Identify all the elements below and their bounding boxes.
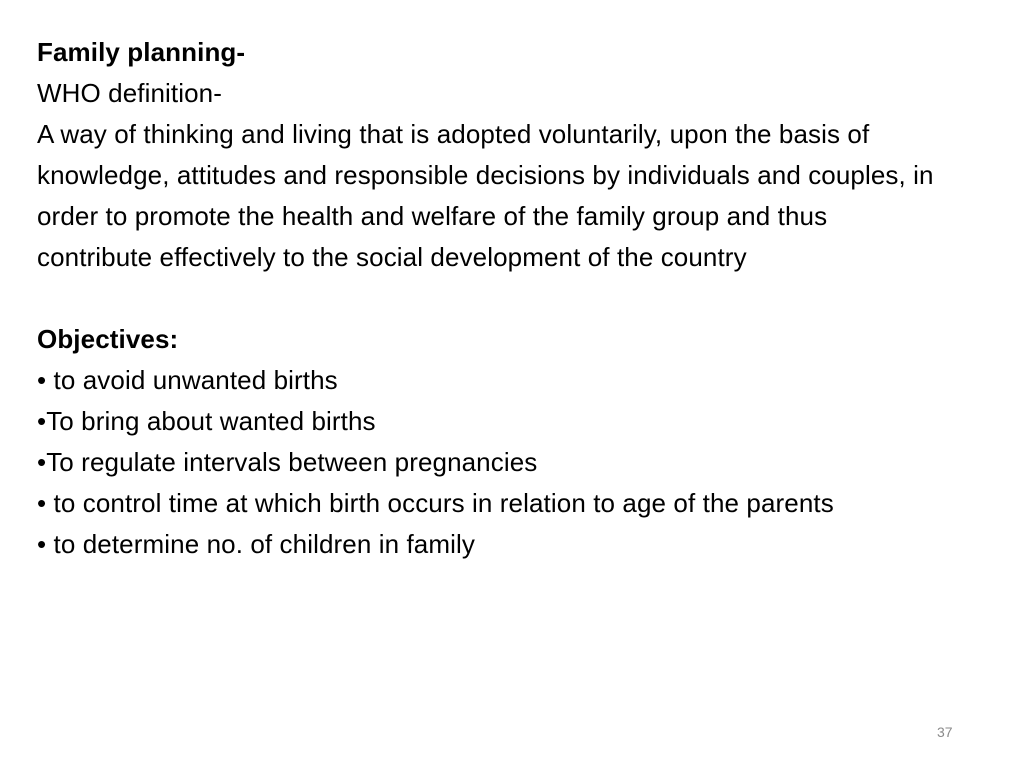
objective-item: •To bring about wanted births xyxy=(37,406,376,436)
objective-item: • to control time at which birth occurs in relation to age of the parents xyxy=(37,488,834,518)
spacer xyxy=(37,278,937,319)
objective-item: • to determine no. of children in family xyxy=(37,529,475,559)
objectives-list xyxy=(37,360,937,565)
definition-text: A way of thinking and living that is adopted voluntarily, upon the basis of knowledge, attitudes and responsible decisions by individuals and couples, in order to promote the health and welfare of the family group and thus contribute effectively to the social development of the country xyxy=(37,119,934,272)
objective-item: •To regulate intervals between pregnancies xyxy=(37,447,538,477)
slide-title: Family planning- xyxy=(37,37,246,67)
slide-content xyxy=(37,32,937,565)
page-number: 37 xyxy=(937,724,953,740)
objectives-heading: Objectives: xyxy=(37,324,179,354)
definition-subtitle: WHO definition- xyxy=(37,78,222,108)
objective-item: • to avoid unwanted births xyxy=(37,365,338,395)
